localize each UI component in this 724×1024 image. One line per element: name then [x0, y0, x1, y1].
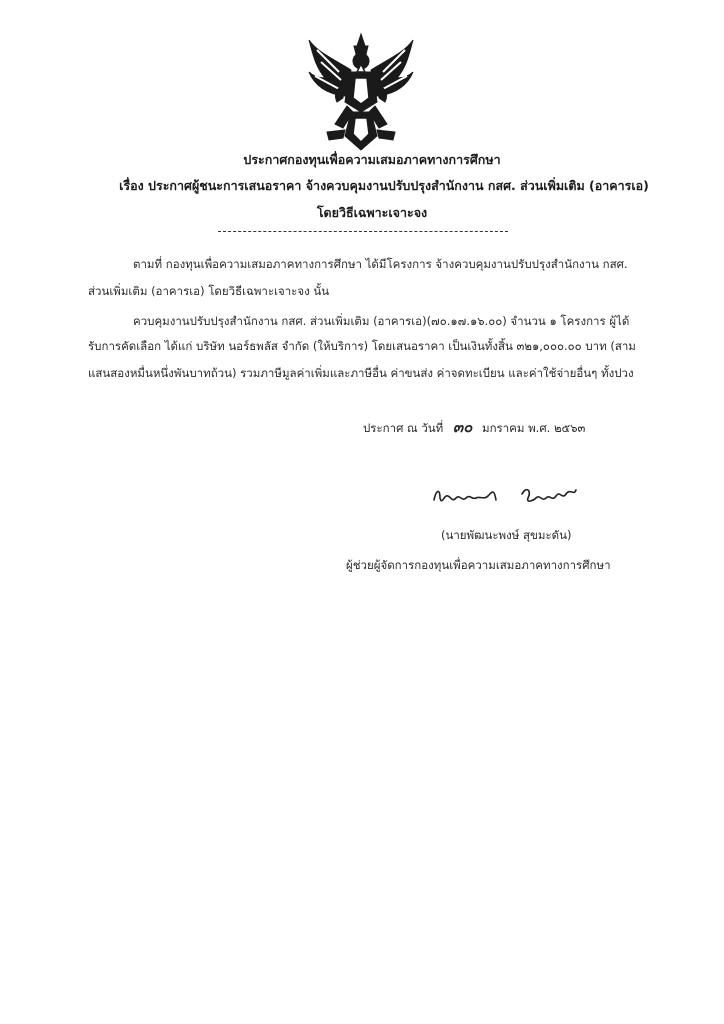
body-line: ส่วนเพิ่มเติม (อาคารเอ) โดยวิธีเฉพาะเจาะจง นั้น [88, 284, 330, 298]
announcement-subject: เรื่อง ประกาศผู้ชนะการเสนอราคา จ้างควบคุมงานปรับปรุงสำนักงาน กสศ. ส่วนเพิ่มเติม (อาคารเอ) [119, 178, 649, 193]
body-line: ควบคุมงานปรับปรุงสำนักงาน กสศ. ส่วนเพิ่มเติม (อาคารเอ)(๗๐.๑๗.๑๖.๐๐) จำนวน ๑ โครงการ ผู้ได้ [133, 314, 630, 328]
body-line: รับการคัดเลือก ได้แก่ บริษัท นอร์ธพลัส จำกัด (ให้บริการ) โดยเสนอราคา เป็นเงินทั้งสิ้น ๓๒๑,๐๐๐.๐๐ บาท (สาม [88, 339, 636, 353]
header-divider [218, 231, 508, 232]
body-line: ตามที่ กองทุนเพื่อความเสมอภาคทางการศึกษา ได้มีโครงการ จ้างควบคุมงานปรับปรุงสำนักงาน กสศ. [133, 257, 628, 271]
garuda-emblem-icon [305, 32, 417, 152]
announcement-title: ประกาศกองทุนเพื่อความเสมอภาคทางการศึกษา [243, 152, 501, 167]
announcement-date [363, 415, 585, 439]
date-prefix: ประกาศ ณ วันที่ [363, 421, 444, 435]
announcement-method: โดยวิธีเฉพาะเจาะจง [316, 205, 428, 220]
date-day: ๓๐ [452, 418, 473, 436]
signatory-position: ผู้ช่วยผู้จัดการกองทุนเพื่อความเสมอภาคทางการศึกษา [346, 558, 611, 572]
signatory-name: (นายพัฒนะพงษ์ สุขมะดัน) [441, 528, 572, 542]
date-month-year: มกราคม พ.ศ. ๒๕๖๓ [482, 421, 586, 435]
handwritten-signature [430, 480, 580, 512]
body-line: แสนสองหมื่นหนึ่งพันบาทถ้วน) รวมภาษีมูลค่าเพิ่มและภาษีอื่น ค่าขนส่ง ค่าจดทะเบียน และค่าใช้จ่ายอื่นๆ ทั้งปวง [88, 366, 634, 380]
